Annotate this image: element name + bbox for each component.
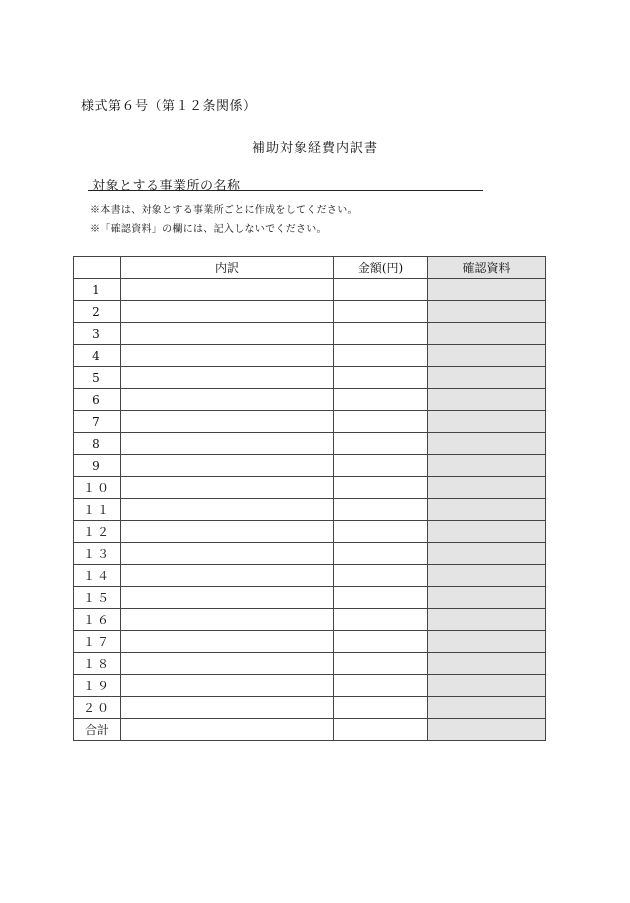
item-cell[interactable] (121, 499, 334, 521)
amount-cell[interactable] (334, 477, 428, 499)
confirm-cell (428, 675, 546, 697)
table-row (74, 279, 546, 301)
row-number: 5 (74, 367, 121, 389)
confirm-cell (428, 411, 546, 433)
confirm-cell (428, 323, 546, 345)
amount-cell[interactable] (334, 455, 428, 477)
item-cell[interactable] (121, 587, 334, 609)
item-cell[interactable] (121, 653, 334, 675)
row-number: １２ (74, 521, 121, 543)
amount-cell[interactable] (334, 697, 428, 719)
confirm-cell (428, 499, 546, 521)
row-number: １９ (74, 675, 121, 697)
table-row (74, 565, 546, 587)
confirm-cell (428, 565, 546, 587)
confirm-cell (428, 609, 546, 631)
confirm-cell (428, 477, 546, 499)
row-number: 2 (74, 301, 121, 323)
table-row (74, 587, 546, 609)
amount-cell[interactable] (334, 411, 428, 433)
item-cell[interactable] (121, 301, 334, 323)
amount-cell[interactable] (334, 433, 428, 455)
amount-cell[interactable] (334, 345, 428, 367)
item-cell[interactable] (121, 609, 334, 631)
total-amount-cell[interactable] (334, 719, 428, 741)
table-row (74, 455, 546, 477)
table-row (74, 697, 546, 719)
table-row (74, 367, 546, 389)
table-row (74, 301, 546, 323)
amount-cell[interactable] (334, 499, 428, 521)
row-number: 8 (74, 433, 121, 455)
table-body (74, 279, 546, 719)
item-cell[interactable] (121, 433, 334, 455)
confirm-cell (428, 433, 546, 455)
item-cell[interactable] (121, 477, 334, 499)
confirm-cell (428, 543, 546, 565)
confirm-cell (428, 389, 546, 411)
table-row (74, 389, 546, 411)
header-item: 内訳 (121, 257, 334, 279)
item-cell[interactable] (121, 279, 334, 301)
item-cell[interactable] (121, 521, 334, 543)
header-number (74, 257, 121, 279)
amount-cell[interactable] (334, 609, 428, 631)
row-number: １３ (74, 543, 121, 565)
office-name-line[interactable] (88, 190, 483, 191)
row-number: １１ (74, 499, 121, 521)
row-number: 3 (74, 323, 121, 345)
table-row (74, 609, 546, 631)
table-row (74, 675, 546, 697)
row-number: １６ (74, 609, 121, 631)
amount-cell[interactable] (334, 653, 428, 675)
total-item-cell (121, 719, 334, 741)
row-number: 9 (74, 455, 121, 477)
item-cell[interactable] (121, 389, 334, 411)
row-number: １７ (74, 631, 121, 653)
confirm-cell (428, 697, 546, 719)
form-number: 様式第６号（第１２条関係） (81, 99, 257, 114)
confirm-cell (428, 367, 546, 389)
total-label: 合計 (74, 719, 121, 741)
table-row (74, 323, 546, 345)
item-cell[interactable] (121, 367, 334, 389)
table-row (74, 433, 546, 455)
confirm-cell (428, 455, 546, 477)
amount-cell[interactable] (334, 565, 428, 587)
row-number: １０ (74, 477, 121, 499)
confirm-cell (428, 279, 546, 301)
row-number: 4 (74, 345, 121, 367)
row-number: １４ (74, 565, 121, 587)
table-row (74, 653, 546, 675)
table-row (74, 411, 546, 433)
table-row (74, 499, 546, 521)
office-name-label: 対象とする事業所の名称 (92, 179, 241, 194)
confirm-cell (428, 345, 546, 367)
table-row (74, 631, 546, 653)
item-cell[interactable] (121, 543, 334, 565)
table-row (74, 521, 546, 543)
amount-cell[interactable] (334, 301, 428, 323)
confirm-cell (428, 587, 546, 609)
total-confirm-cell (428, 719, 546, 741)
table-row (74, 477, 546, 499)
item-cell[interactable] (121, 323, 334, 345)
item-cell[interactable] (121, 455, 334, 477)
amount-cell[interactable] (334, 631, 428, 653)
confirm-cell (428, 521, 546, 543)
row-number: 6 (74, 389, 121, 411)
item-cell[interactable] (121, 697, 334, 719)
note-per-office: ※本書は、対象とする事業所ごとに作成をしてください。 (90, 205, 358, 216)
amount-cell[interactable] (334, 587, 428, 609)
amount-cell[interactable] (334, 675, 428, 697)
item-cell[interactable] (121, 675, 334, 697)
amount-cell[interactable] (334, 389, 428, 411)
amount-cell[interactable] (334, 279, 428, 301)
row-number: ２０ (74, 697, 121, 719)
confirm-cell (428, 301, 546, 323)
row-number: 1 (74, 279, 121, 301)
item-cell[interactable] (121, 565, 334, 587)
header-confirm: 確認資料 (428, 257, 546, 279)
document-title: 補助対象経費内訳書 (251, 141, 378, 156)
table-row (74, 345, 546, 367)
item-cell[interactable] (121, 631, 334, 653)
row-number: １８ (74, 653, 121, 675)
amount-cell[interactable] (334, 543, 428, 565)
amount-cell[interactable] (334, 367, 428, 389)
table-header-row (74, 257, 546, 279)
table-row (74, 543, 546, 565)
confirm-cell (428, 631, 546, 653)
item-cell[interactable] (121, 345, 334, 367)
note-confirm-column: ※「確認資料」の欄には、記入しないでください。 (90, 224, 327, 235)
amount-cell[interactable] (334, 521, 428, 543)
confirm-cell (428, 653, 546, 675)
total-row (74, 719, 546, 741)
item-cell[interactable] (121, 411, 334, 433)
header-amount: 金額(円) (334, 257, 428, 279)
row-number: 7 (74, 411, 121, 433)
row-number: １５ (74, 587, 121, 609)
amount-cell[interactable] (334, 323, 428, 345)
expense-breakdown-table (73, 256, 546, 741)
